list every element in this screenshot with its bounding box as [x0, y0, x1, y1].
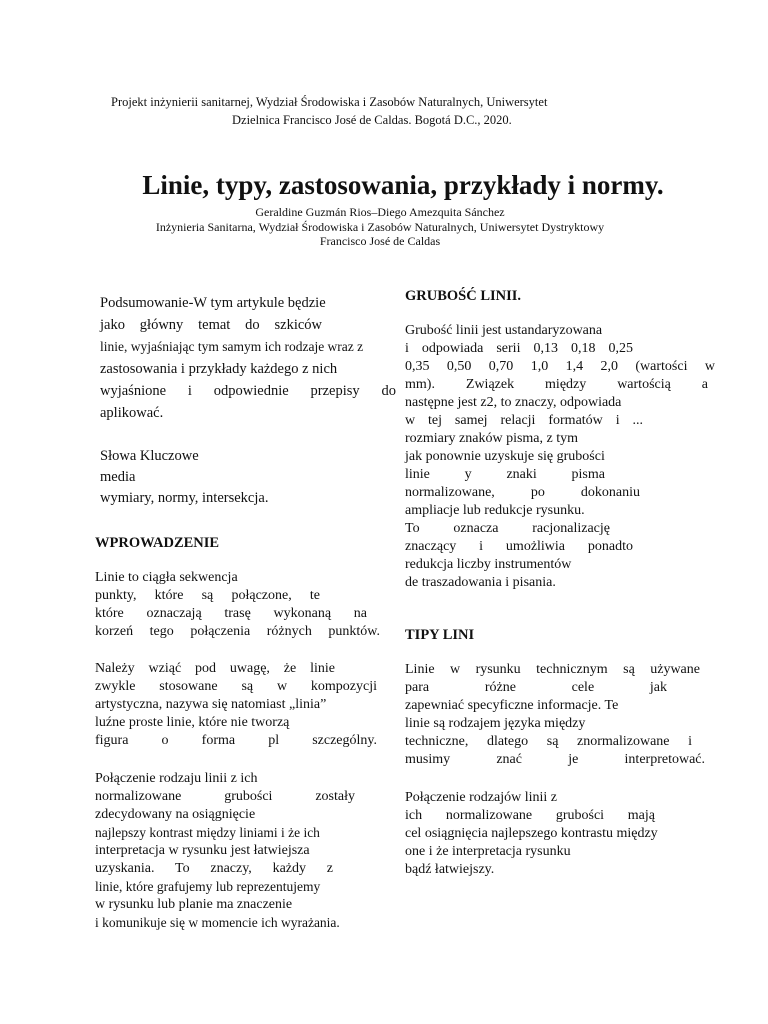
paragraph-line: znaczący i umożliwia ponadto: [405, 539, 633, 554]
paragraph-line: punkty, które są połączone, te: [95, 588, 320, 603]
keywords-block: [100, 446, 390, 509]
keywords-label: Słowa Kluczowe: [100, 448, 199, 464]
keyword-line: media: [100, 469, 136, 485]
paragraph-line: w rysunku lub planie ma znaczenie: [95, 897, 293, 912]
thickness-heading: GRUBOŚĆ LINII.: [405, 288, 522, 304]
paragraph-line: redukcja liczby instrumentów: [405, 557, 572, 572]
paragraph-line: najlepszy kontrast między liniami i że ich: [95, 825, 320, 840]
intro-paragraph-1: [95, 569, 380, 641]
summary-line: jako główny temat do szkiców: [100, 317, 322, 333]
paragraph-line: one i że interpretacja rysunku: [405, 844, 571, 859]
summary-line: wyjaśnione i odpowiednie przepisy do: [100, 383, 396, 399]
paragraph-line: następne jest z2, to znaczy, odpowiada: [405, 395, 622, 410]
paragraph-line: Linie w rysunku technicznym są używane: [405, 662, 700, 677]
header-line-1: Projekt inżynierii sanitarnej, Wydział Środowiska i Zasobów Naturalnych, Uniwersytet: [111, 95, 548, 109]
paragraph-line: Grubość linii jest ustandaryzowana: [405, 323, 603, 338]
paragraph-line: linie y znaki pisma: [405, 467, 605, 482]
paragraph-line: interpretacja w rysunku jest łatwiejsza: [95, 843, 310, 858]
paragraph-line: cel osiągnięcia najlepszego kontrastu między: [405, 826, 658, 841]
paragraph-line: para różne cele jak: [405, 680, 667, 695]
paragraph-line: Połączenie rodzajów linii z: [405, 790, 557, 805]
paragraph-line: To oznacza racjonalizację: [405, 521, 610, 536]
intro-heading: WPROWADZENIE: [95, 535, 220, 551]
paragraph-line: Połączenie rodzaju linii z ich: [95, 771, 258, 786]
paragraph-line: rozmiary znaków pisma, z tym: [405, 431, 579, 446]
paragraph-line: i odpowiada serii 0,13 0,18 0,25: [405, 341, 633, 356]
summary-block: [100, 292, 396, 424]
keyword-line: wymiary, normy, intersekcja.: [100, 490, 269, 506]
paragraph-line: luźne proste linie, które nie tworzą: [95, 715, 290, 730]
paragraph-line: figura o forma pl szczególny.: [95, 733, 377, 748]
intro-paragraph-3: [95, 770, 355, 932]
paragraph-line: w tej samej relacji formatów i ...: [405, 413, 643, 428]
paragraph-line: które oznaczają trasę wykonaną na: [95, 606, 367, 621]
paragraph-line: artystyczna, nazywa się natomiast „linia”: [95, 697, 327, 712]
types-paragraph-2: [405, 789, 705, 879]
paragraph-line: zwykle stosowane są w kompozycji: [95, 679, 377, 694]
paragraph-line: de traszadowania i pisania.: [405, 575, 556, 590]
paragraph-line: normalizowane, po dokonaniu: [405, 485, 640, 500]
paragraph-line: musimy znać je interpretować.: [405, 752, 705, 767]
document-title: Linie, typy, zastosowania, przykłady i normy.: [142, 170, 664, 200]
paragraph-line: jak ponownie uzyskuje się grubości: [405, 449, 605, 464]
types-paragraph-1: [405, 661, 705, 769]
paragraph-line: linie, które grafujemy lub reprezentujemy: [95, 879, 321, 894]
paragraph-line: techniczne, dlatego są znormalizowane i: [405, 734, 692, 749]
paragraph-line: ampliacje lub redukcje rysunku.: [405, 503, 585, 518]
authors-names: Geraldine Guzmán Rios–Diego Amezquita Sánchez: [255, 205, 505, 219]
header-line-2: Dzielnica Francisco José de Caldas. Bogotá D.C., 2020.: [232, 113, 512, 127]
paragraph-line: zdecydowany na osiągnięcie: [95, 807, 256, 822]
authors-affiliation: Inżynieria Sanitarna, Wydział Środowiska i Zasobów Naturalnych, Uniwersytet Dystryktowy: [155, 219, 605, 234]
summary-line: aplikować.: [100, 405, 164, 421]
paragraph-line: uzyskania. To znaczy, każdy z: [95, 861, 333, 876]
paragraph-line: linie są rodzajem języka między: [405, 716, 586, 731]
summary-line: Podsumowanie-W tym artykule będzie: [100, 295, 326, 311]
paragraph-line: zapewniać specyficzne informacje. Te: [405, 698, 619, 713]
types-heading: TIPY LINI: [405, 627, 475, 643]
paragraph-line: mm). Związek między wartością a: [405, 377, 708, 392]
thickness-paragraph: [405, 322, 715, 592]
paragraph-line: korzeń tego połączenia różnych punktów.: [95, 624, 380, 639]
summary-line: zastosowania i przykłady każdego z nich: [100, 361, 338, 377]
paragraph-line: i komunikuje się w momencie ich wyrażania.: [95, 915, 340, 930]
intro-paragraph-2: [95, 660, 377, 750]
paragraph-line: bądź łatwiejszy.: [405, 862, 495, 877]
authors-university: Francisco José de Caldas: [319, 234, 441, 248]
paragraph-line: Linie to ciągła sekwencja: [95, 570, 238, 585]
paragraph-line: normalizowane grubości zostały: [95, 789, 355, 804]
paragraph-line: ich normalizowane grubości mają: [405, 808, 655, 823]
authors-block: [100, 205, 660, 249]
summary-line: linie, wyjaśniając tym samym ich rodzaje wraz z: [100, 339, 364, 354]
paragraph-line: 0,35 0,50 0,70 1,0 1,4 2,0 (wartości w: [405, 359, 715, 374]
paragraph-line: Należy wziąć pod uwagę, że linie: [95, 661, 335, 676]
